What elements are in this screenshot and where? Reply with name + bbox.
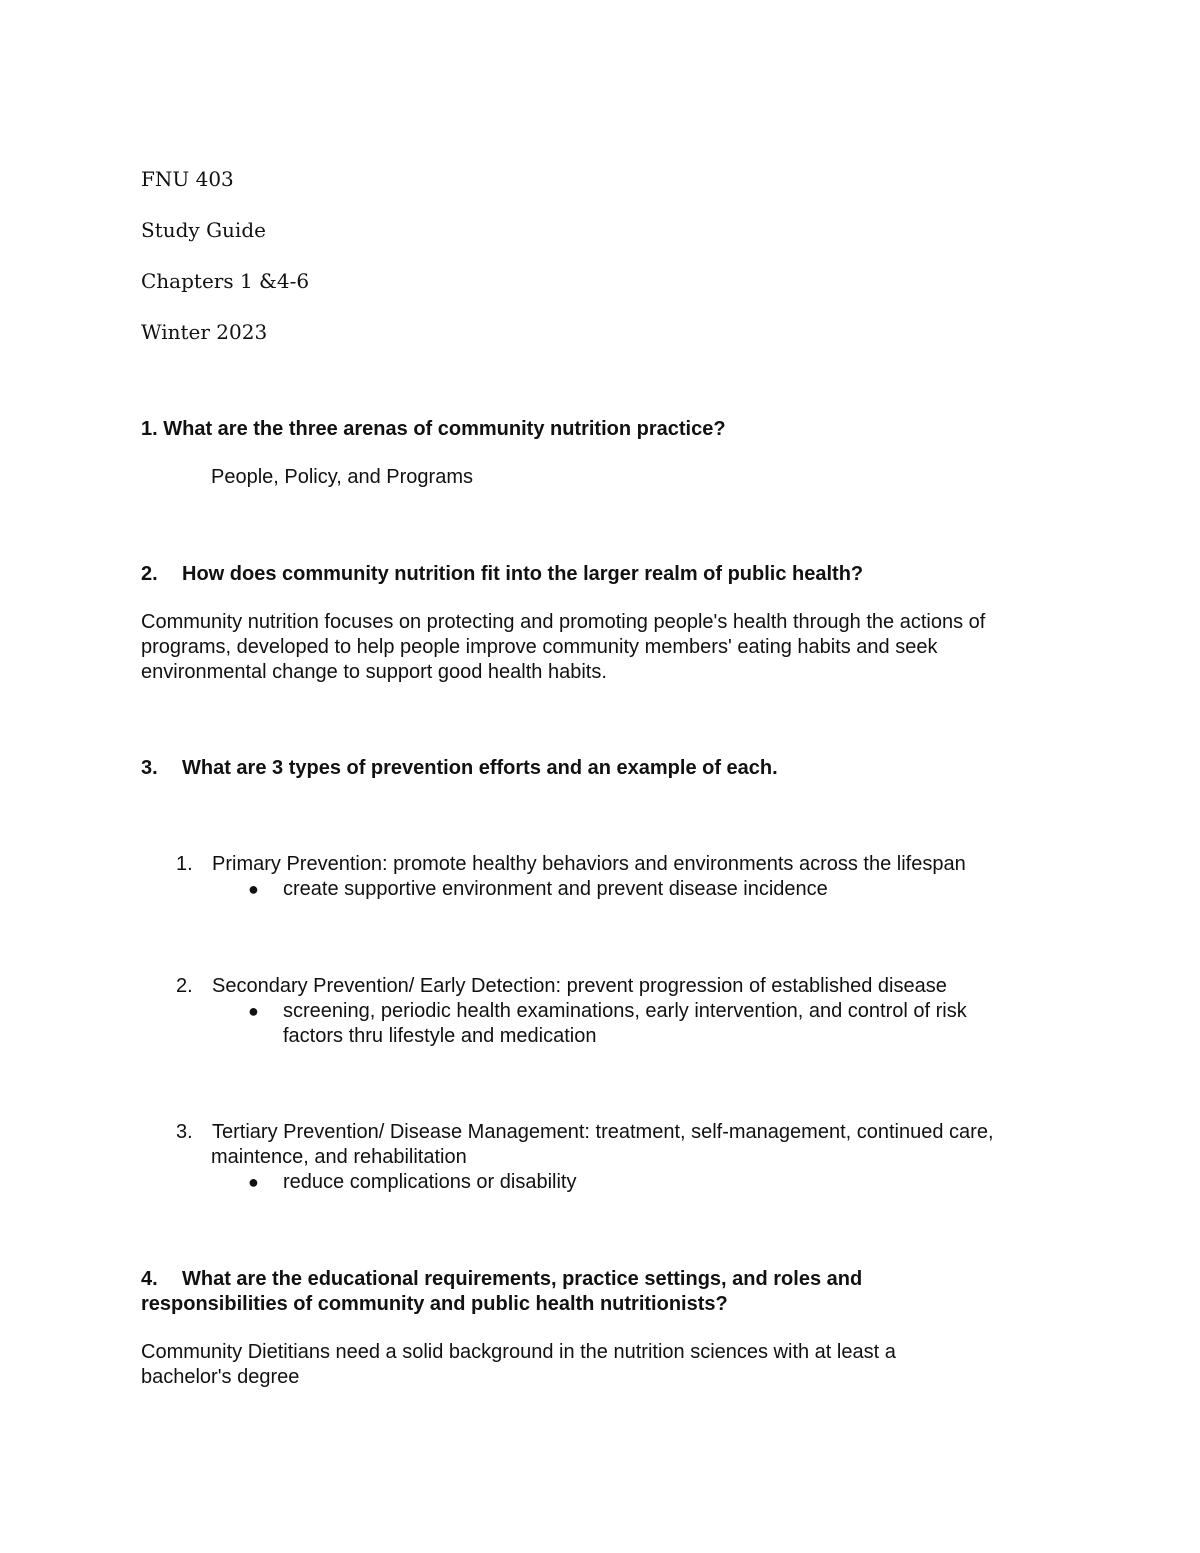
answer-2-line-2: programs, developed to help people improve community members' eating habits and seek — [141, 636, 938, 658]
course-code: FNU 403 — [141, 167, 234, 191]
answer-1: People, Policy, and Programs — [211, 466, 473, 488]
question-4-continuation: responsibilities of community and public health nutritionists? — [141, 1293, 728, 1315]
answer-2-line-1: Community nutrition focuses on protecting and promoting people's health through the actions of — [141, 611, 986, 633]
list-item — [176, 974, 947, 999]
question-1: 1. What are the three arenas of community nutrition practice? — [141, 418, 726, 440]
term-line: Winter 2023 — [141, 320, 268, 344]
bullet-text: reduce complications or disability — [283, 1171, 577, 1193]
answer-4-line-1: Community Dietitians need a solid background in the nutrition sciences with at least a — [141, 1341, 896, 1363]
chapters-line: Chapters 1 &4-6 — [141, 269, 310, 293]
question-3 — [141, 756, 778, 781]
answer-2-line-3: environmental change to support good health habits. — [141, 661, 607, 683]
question-text: What are the educational requirements, practice settings, and roles and — [182, 1268, 863, 1290]
list-item — [176, 852, 966, 877]
list-marker: 3. — [176, 1121, 193, 1143]
question-text: What are 3 types of prevention efforts and an example of each. — [182, 757, 778, 779]
bullet-text: screening, periodic health examinations, early intervention, and control of risk — [283, 1000, 967, 1022]
document-title: Study Guide — [141, 218, 266, 242]
question-2 — [141, 562, 863, 587]
question-text: How does community nutrition fit into the larger realm of public health? — [182, 563, 864, 585]
bullet-item — [248, 1170, 576, 1195]
question-number: 4. — [141, 1268, 158, 1290]
list-item-text-continuation: maintence, and rehabilitation — [211, 1146, 467, 1168]
list-item — [176, 1120, 994, 1145]
list-marker: 2. — [176, 975, 193, 997]
bullet-icon: ● — [248, 1001, 259, 1021]
list-marker: 1. — [176, 853, 193, 875]
list-item-text: Secondary Prevention/ Early Detection: prevent progression of established disease — [212, 975, 947, 997]
bullet-icon: ● — [248, 879, 259, 899]
bullet-text: create supportive environment and prevent disease incidence — [283, 878, 828, 900]
question-number: 3. — [141, 757, 158, 779]
bullet-item — [248, 877, 828, 902]
bullet-icon: ● — [248, 1172, 259, 1192]
list-item-text: Tertiary Prevention/ Disease Management: treatment, self-management, continued care, — [212, 1121, 994, 1143]
question-number: 2. — [141, 563, 158, 585]
question-4 — [141, 1267, 862, 1292]
list-item-text: Primary Prevention: promote healthy behaviors and environments across the lifespan — [212, 853, 966, 875]
answer-4-line-2: bachelor's degree — [141, 1366, 300, 1388]
bullet-text-continuation: factors thru lifestyle and medication — [283, 1025, 597, 1047]
bullet-item — [248, 999, 967, 1024]
